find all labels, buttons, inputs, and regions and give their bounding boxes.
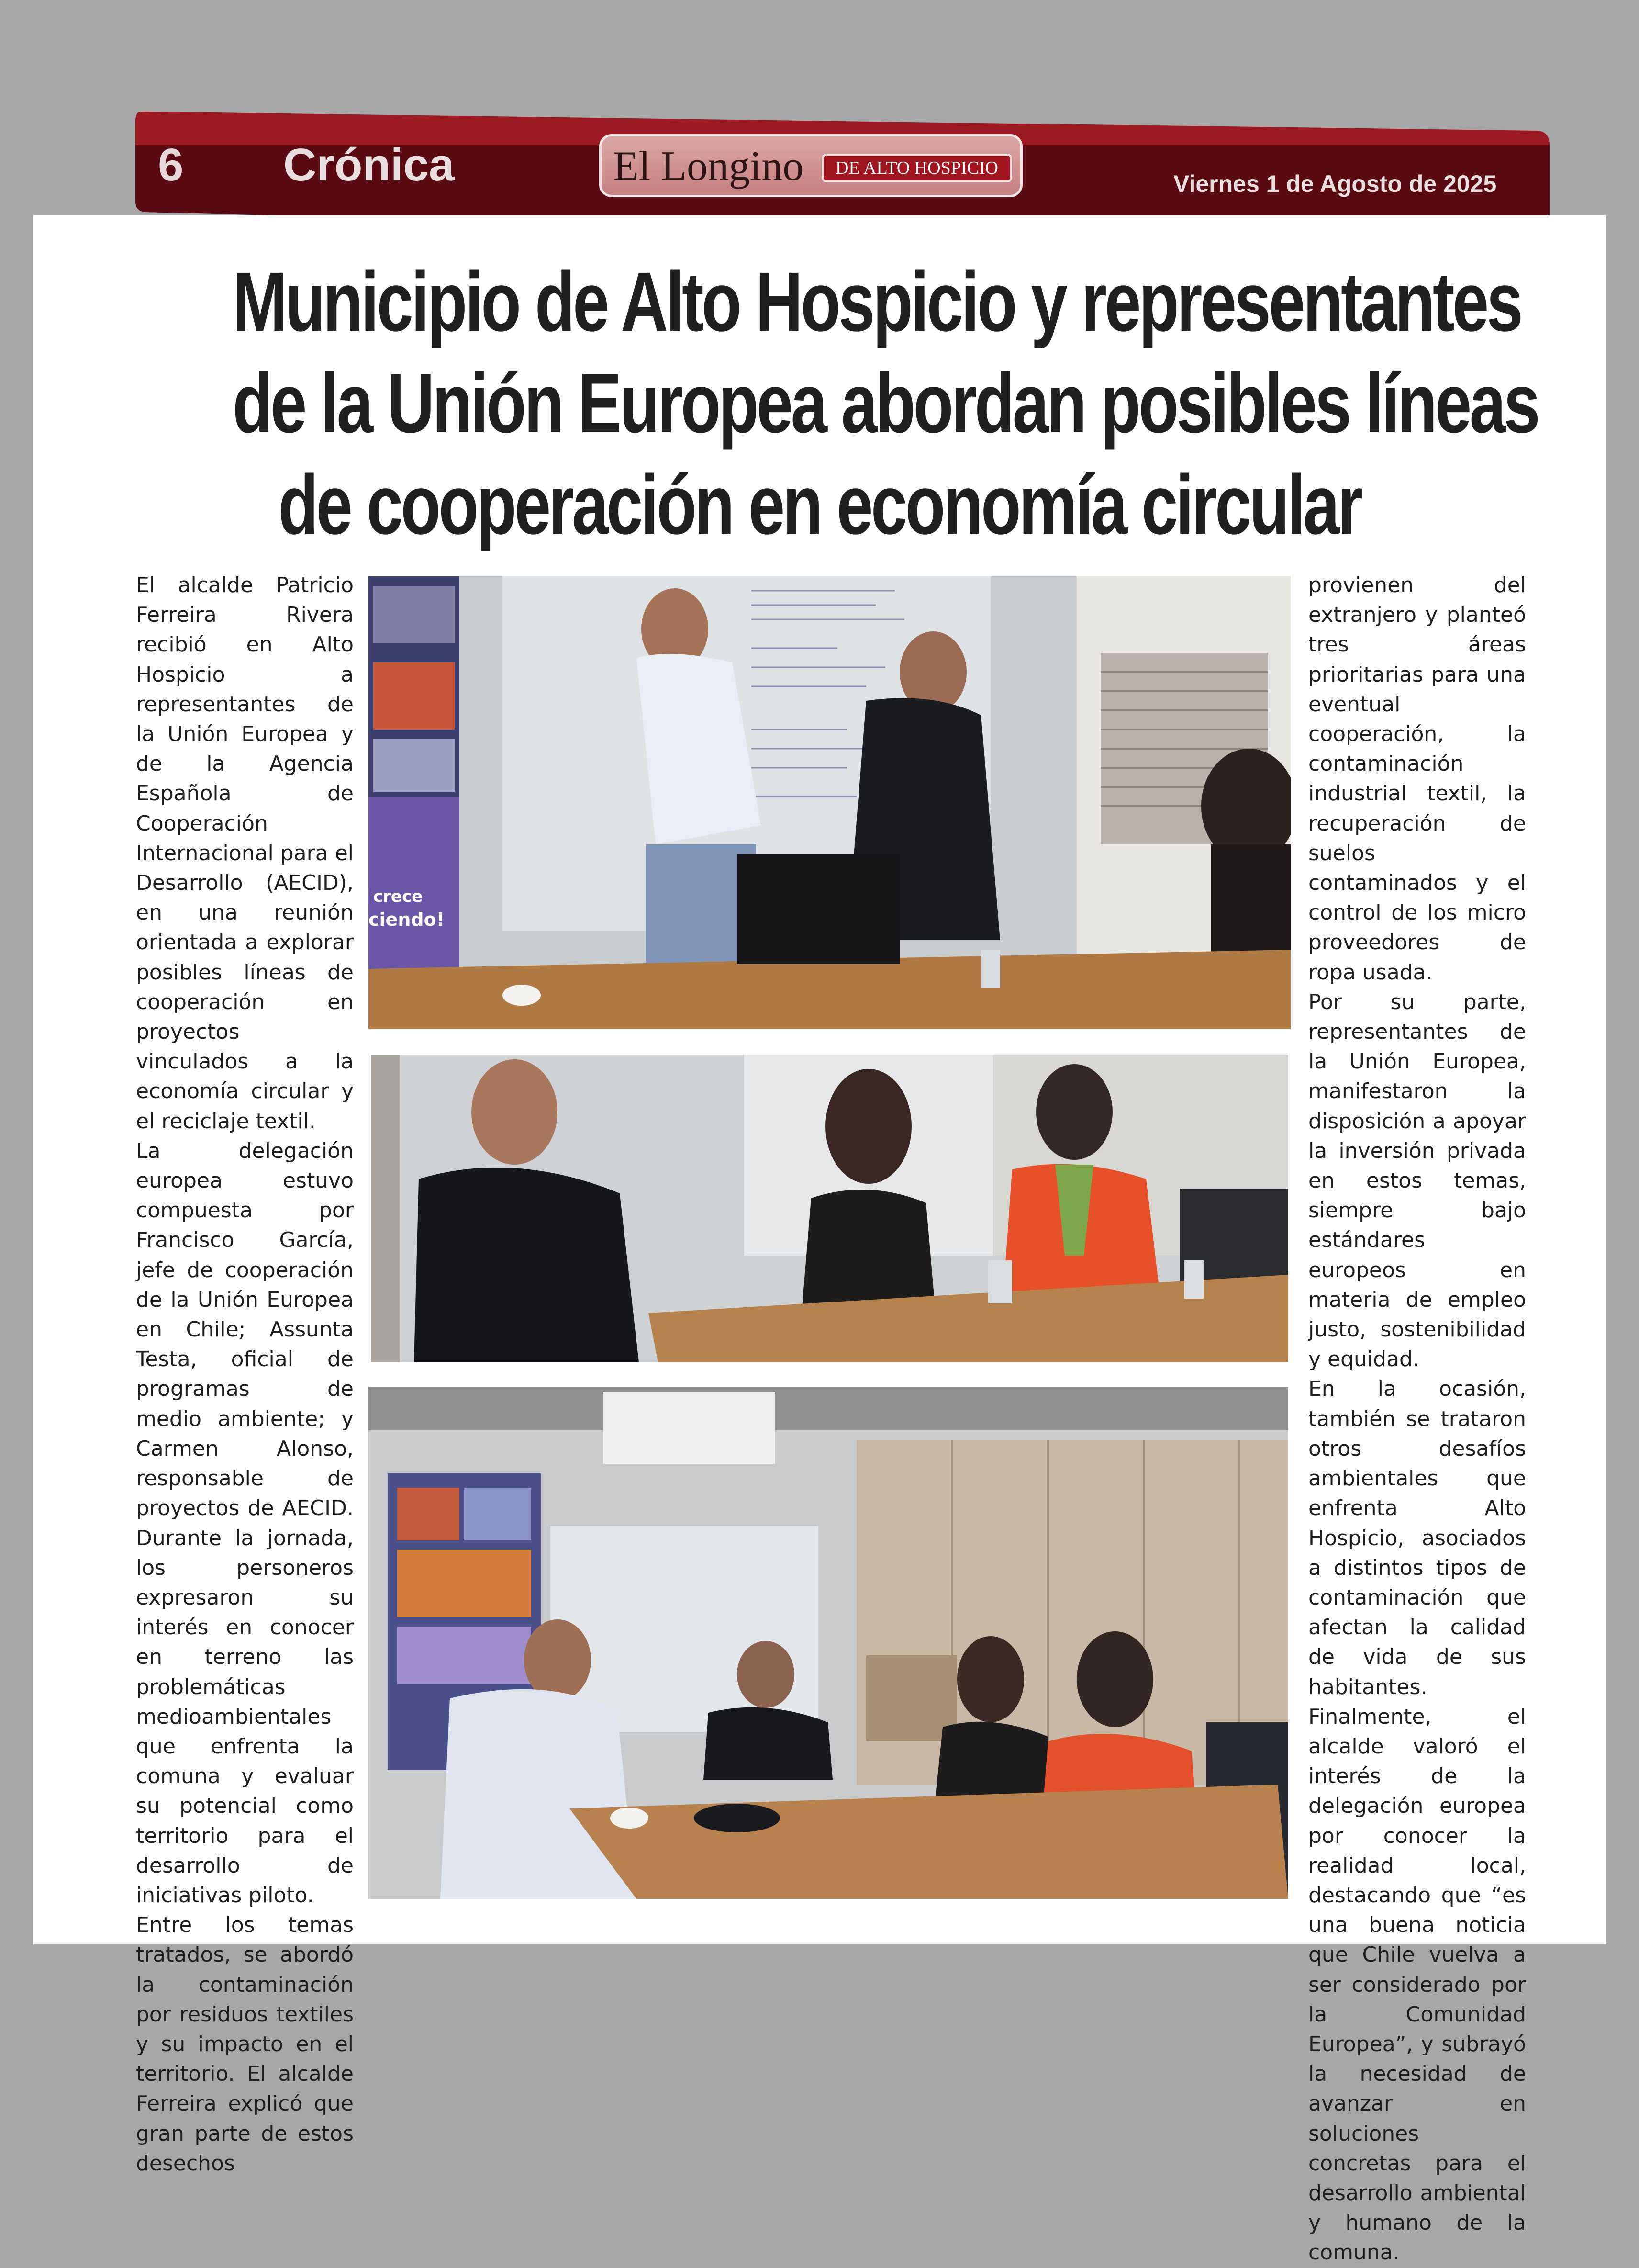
right-text-column	[1308, 571, 1526, 2268]
paragraph: La delegación europea estuvo compuesta por Francisco García, jefe de cooperación de la Unión Europea en Chile; Assunta Testa, oficial de programas de medio ambiente; y Carmen Alonso, responsable de proyectos de AECID. Durante la jornada, los personeros expresaron su interés en conocer en terreno las problemáticas medioambientales que enfrenta la comuna y evaluar su potencial como territorio para el desarrollo de iniciativas piloto.	[136, 1138, 354, 1908]
photo-seated-guests	[371, 1055, 1288, 1362]
photo-meeting-room	[368, 1387, 1288, 1899]
issue-date: Viernes 1 de Agosto de 2025	[1173, 170, 1497, 197]
section-title: Crónica	[283, 139, 455, 191]
paragraph: En la ocasión, también se trataron otros desafíos ambientales que enfrenta Alto Hospicio, asociados a distintos tipos de contaminación que afectan la calidad de vida de sus habitantes.	[1308, 1377, 1526, 1699]
headline-line: de la Unión Europea abordan posibles líneas	[232, 357, 1538, 450]
article-headline	[232, 251, 1538, 556]
banner-text: crece	[373, 887, 423, 906]
paragraph: El alcalde Patricio Ferreira Rivera recibió en Alto Hospicio a representantes de la Unión Europea y de la Agencia Española de Cooperación Internacional para el Desarrollo (AECID), en una reunión orientada a explorar posibles líneas de cooperación en proyectos vinculados a la economía circular y el reciclaje textil.	[136, 573, 354, 1134]
paragraph: provienen del extranjero y planteó tres áreas prioritarias para una eventual cooperación, la contaminación industrial textil, la recuperación de suelos contaminados y el control de los micro proveedores de ropa usada.	[1308, 573, 1526, 985]
newspaper-logo	[599, 134, 1023, 197]
paragraph: Por su parte, representantes de la Unión Europea, manifestaron la disposición a apoyar la inversión privada en estos temas, siempre bajo estándares europeos en materia de empleo justo, sostenibilidad y equidad.	[1308, 989, 1526, 1372]
paragraph: Entre los temas tratados, se abordó la contaminación por residuos textiles y su impacto en el territorio. El alcalde Ferreira explicó que gran parte de estos desechos	[136, 1913, 354, 2176]
left-text-column	[136, 571, 354, 2178]
paragraph: Finalmente, el alcalde valoró el interés de la delegación europea por conocer la realidad local, destacando que “es una buena noticia que Chile vuelva a ser considerado por la Comunidad Europea”, y subrayó la necesidad de avanzar en soluciones concretas para el desarrollo ambiental y humano de la comuna.	[1308, 1704, 1526, 2265]
headline-line: de cooperación en economía circular	[278, 458, 1361, 552]
headline-line: Municipio de Alto Hospicio y representantes	[232, 255, 1521, 349]
banner-text: ciendo!	[368, 909, 445, 930]
page-number: 6	[158, 139, 184, 191]
logo-subtitle: DE ALTO HOSPICIO	[822, 154, 1012, 182]
photo-handshake	[368, 576, 1291, 1029]
logo-name: El Longino	[613, 143, 804, 190]
